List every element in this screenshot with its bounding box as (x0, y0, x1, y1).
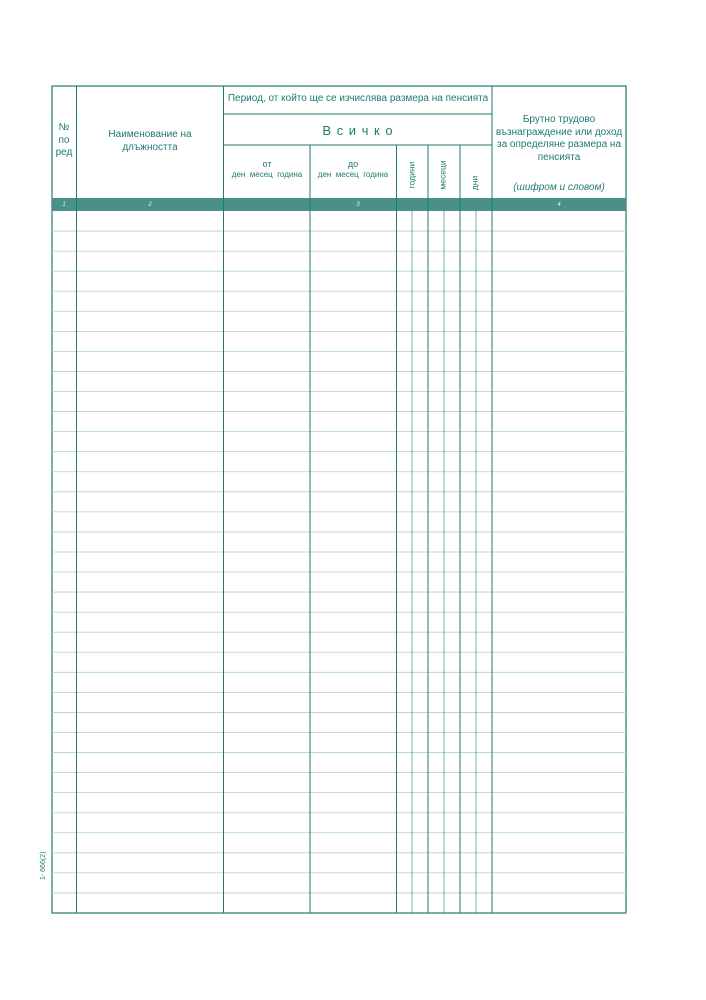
gross-pay-header (492, 114, 626, 164)
gross-pay-line4: пенсията (537, 151, 581, 163)
column-number-4: 4 (557, 202, 561, 208)
from-label: от (262, 159, 272, 169)
col-no-line2: по (58, 134, 70, 146)
period-title: Период, от който ще се изчислява размера на пенсията (227, 93, 489, 104)
to-label: до (347, 159, 359, 169)
col-no-header (52, 122, 76, 160)
months-label: месеци (437, 160, 448, 190)
col-no-line1: № (58, 122, 70, 133)
gross-pay-line2: възнаграждение или доход (495, 126, 623, 138)
col-position-line2: длъжността (122, 141, 178, 153)
from-sub-label: ден месец година (231, 170, 303, 180)
col-position-header (77, 129, 223, 154)
total-label: В с и ч к о (322, 123, 394, 138)
days-label: дни (469, 175, 480, 191)
from-header (224, 159, 310, 180)
col-no-line3: ред (55, 147, 73, 158)
years-label: години (406, 161, 417, 189)
form-code: 1- 666(2) (40, 851, 47, 880)
gross-pay-line3: за определяне размера на (497, 139, 621, 150)
col-position-line1: Наименование на (108, 129, 192, 140)
column-number-3: 3 (356, 202, 360, 208)
to-sub-label: ден месец година (317, 170, 389, 180)
to-header (310, 159, 396, 180)
column-number-1: 1 (62, 202, 66, 208)
gross-pay-line1: Брутно трудово (522, 114, 596, 125)
column-number-2: 2 (148, 202, 152, 208)
gross-pay-note: (шифром и словом) (513, 182, 605, 193)
